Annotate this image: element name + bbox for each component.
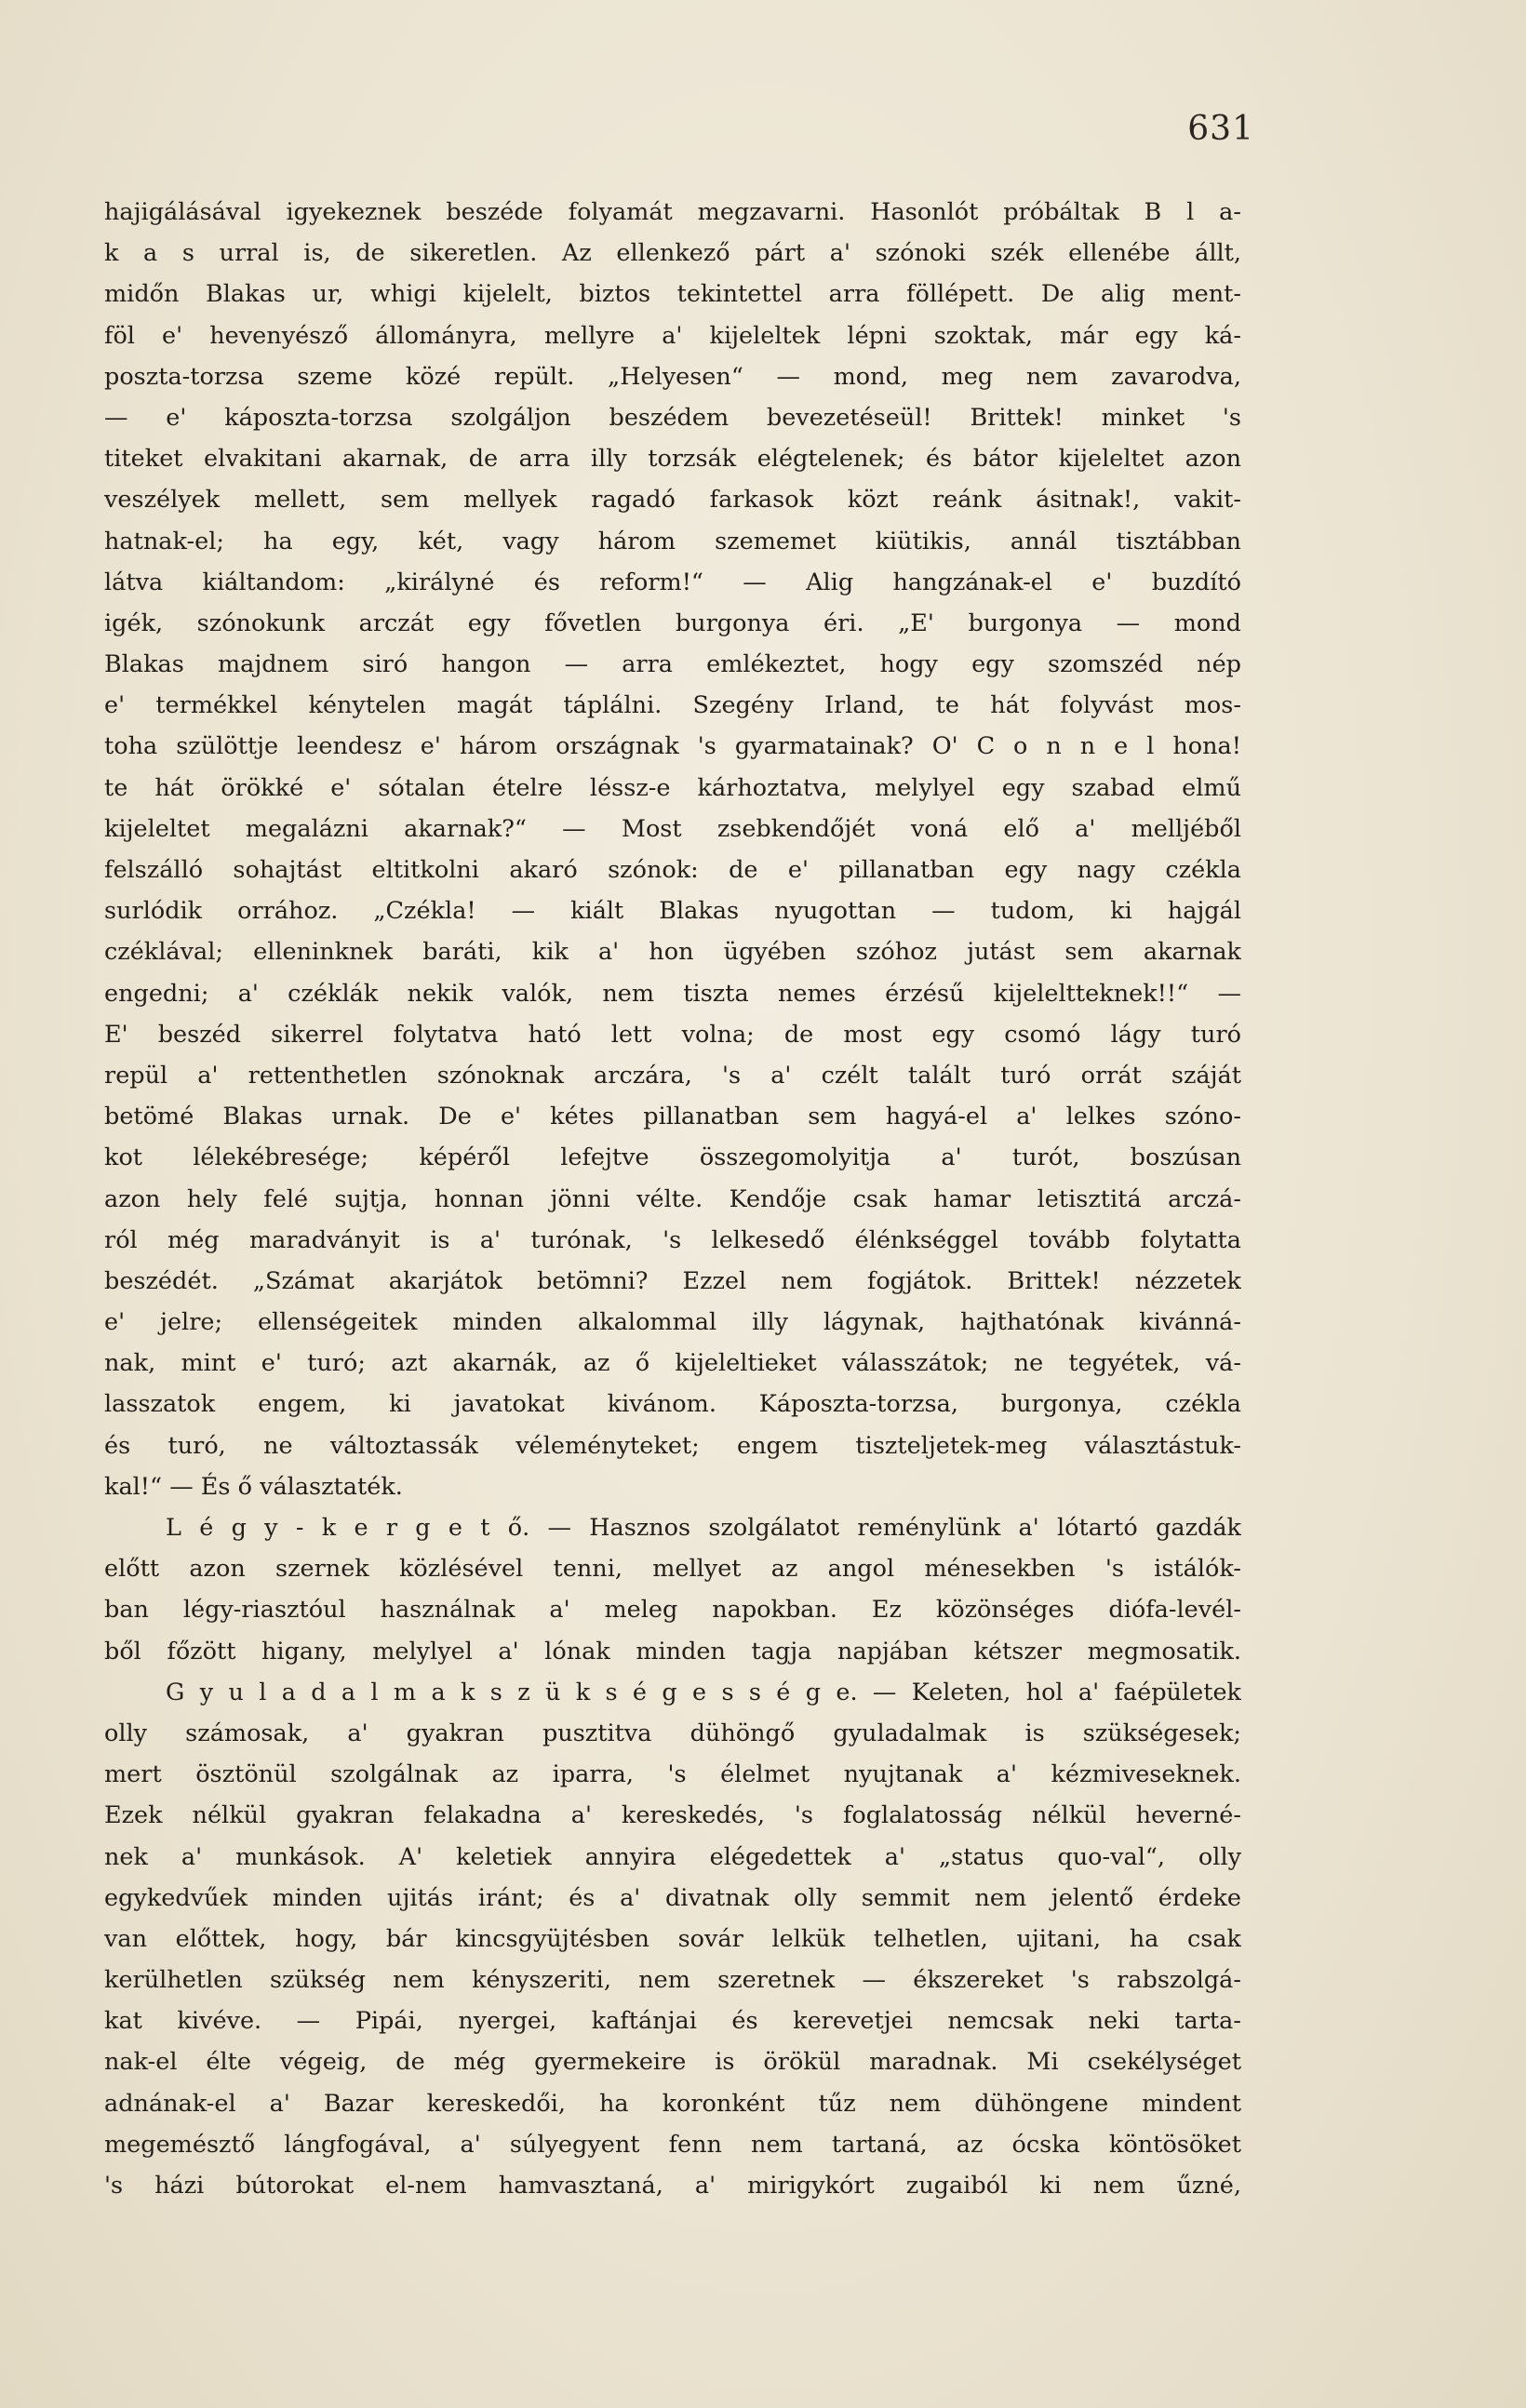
text-line: G y u l a d a l m a k s z ü k s é g e s s é g e. — Keleten, hol a' faépületek [166,1678,1241,1706]
text-line: van előttek, hogy, bár kincsgyüjtésben sovár lelkük telhetlen, ujitani, ha csak [104,1924,1241,1953]
text-line: hatnak-el; ha egy, két, vagy három szememet kiütikis, annál tisztábban [104,527,1241,555]
text-line: titeket elvakitani akarnak, de arra illy torzsák elégtelenek; és bátor kijeleltet azon [104,445,1241,474]
text-line: ből főzött higany, melylyel a' lónak minden tagja napjában kétszer megmosatik. [104,1637,1241,1666]
text-line: L é g y - k e r g e t ő. — Hasznos szolgálatot reménylünk a' lótartó gazdák [166,1514,1241,1542]
text-line: toha szülöttje leendesz e' három országnak 's gyarmatainak? O' C o n n e l hona! [104,732,1241,761]
text-line: surlódik orrához. „Czékla! — kiált Blakas nyugottan — tudom, ki hajgál [104,897,1241,926]
text-line: ban légy-riasztóul használnak a' meleg napokban. Ez közönséges diófa-levél- [104,1596,1241,1625]
text-line: e' termékkel kénytelen magát táplálni. Szegény Irland, te hát folyvást mos- [104,691,1241,720]
text-line: azon hely felé sujtja, honnan jönni vélte. Kendője csak hamar letisztitá arczá- [104,1184,1241,1213]
body-text [104,192,1241,2206]
text-line: kerülhetlen szükség nem kényszeriti, nem szeretnek — ékszereket 's rabszolgá- [104,1966,1241,1995]
text-line: E' beszéd sikerrel folytatva ható lett volna; de most egy csomó lágy turó [104,1020,1241,1049]
page-number: 631 [1187,110,1254,148]
text-line: k a s urral is, de sikeretlen. Az ellenkező párt a' szónoki szék ellenébe állt, [104,239,1241,268]
text-line: olly számosak, a' gyakran pusztitva dühöngő gyuladalmak is szükségesek; [104,1719,1241,1747]
text-line: igék, szónokunk arczát egy fővetlen burgonya éri. „E' burgonya — mond [104,609,1241,637]
text-line: kijeleltet megalázni akarnak?“ — Most zsebkendőjét voná elő a' melljéből [104,814,1241,843]
text-line: adnának-el a' Bazar kereskedői, ha koronként tűz nem dühöngene mindent [104,2089,1241,2118]
text-line: — e' káposzta-torzsa szolgáljon beszédem bevezetéseül! Brittek! minket 's [104,403,1241,432]
text-line: poszta-torzsa szeme közé repült. „Helyesen“ — mond, meg nem zavarodva, [104,362,1241,391]
text-line: felszálló sohajtást eltitkolni akaró szónok: de e' pillanatban egy nagy czékla [104,856,1241,884]
text-line: kat kivéve. — Pipái, nyergei, kaftánjai és kerevetjei nemcsak neki tarta- [104,2007,1241,2036]
text-line: látva kiáltandom: „királyné és reform!“ — Alig hangzának-el e' buzdító [104,568,1241,596]
text-line: veszélyek mellett, sem mellyek ragadó farkasok közt reánk ásitnak!, vakit- [104,486,1241,515]
text-line: czéklával; elleninknek baráti, kik a' hon ügyében szóhoz jutást sem akarnak [104,938,1241,967]
text-line: kot lélekébresége; képéről lefejtve összegomolyitja a' turót, boszúsan [104,1144,1241,1172]
text-line: nak, mint e' turó; azt akarnák, az ő kijeleltieket válasszátok; ne tegyétek, vá- [104,1349,1241,1378]
text-line: beszédét. „Számat akarjátok betömni? Ezzel nem fogjátok. Brittek! nézzetek [104,1266,1241,1295]
text-line: nek a' munkások. A' keletiek annyira elégedettek a' „status quo-val“, olly [104,1842,1241,1871]
text-line: 's házi bútorokat el-nem hamvasztaná, a' mirigykórt zugaiból ki nem űzné, [104,2172,1241,2200]
text-line: lasszatok engem, ki javatokat kivánom. Káposzta-torzsa, burgonya, czékla [104,1390,1241,1419]
text-line: betömé Blakas urnak. De e' kétes pillanatban sem hagyá-el a' lelkes szóno- [104,1103,1241,1131]
text-line: Ezek nélkül gyakran felakadna a' kereskedés, 's foglalatosság nélkül heverné- [104,1801,1241,1830]
text-line: megemésztő lángfogával, a' súlyegyent fenn nem tartaná, az ócska köntösöket [104,2130,1241,2159]
text-line: engedni; a' czéklák nekik valók, nem tiszta nemes érzésű kijeleltteknek!!“ — [104,979,1241,1008]
text-line: e' jelre; ellenségeitek minden alkalommal illy lágynak, hajthatónak kivánná- [104,1308,1241,1337]
text-line: nak-el élte végeig, de még gyermekeire is örökül maradnak. Mi csekélységet [104,2048,1241,2077]
text-line: ról még maradványit is a' turónak, 's lelkesedő élénkséggel tovább folytatta [104,1225,1241,1254]
text-line: kal!“ — És ő választaték. [104,1472,403,1501]
text-line: mert ösztönül szolgálnak az iparra, 's élelmet nyujtanak a' kézmiveseknek. [104,1760,1241,1789]
text-line: midőn Blakas ur, whigi kijelelt, biztos tekintettel arra föllépett. De alig ment- [104,280,1241,309]
text-line: egykedvűek minden ujitás iránt; és a' divatnak olly semmit nem jelentő érdeke [104,1883,1241,1912]
text-line: előtt azon szernek közlésével tenni, mellyet az angol ménesekben 's istálók- [104,1555,1241,1584]
text-line: te hát örökké e' sótalan ételre léssz-e kárhoztatva, melylyel egy szabad elmű [104,773,1241,802]
text-line: föl e' hevenyésző állományra, mellyre a' kijeleltek lépni szoktak, már egy ká- [104,321,1241,350]
text-line: és turó, ne változtassák véleményteket; engem tiszteljetek-meg választástuk- [104,1431,1241,1460]
text-line: repül a' rettenthetlen szónoknak arczára, 's a' czélt talált turó orrát száját [104,1061,1241,1090]
text-line: hajigálásával igyekeznek beszéde folyamát megzavarni. Hasonlót próbáltak B l a- [104,198,1241,226]
text-line: Blakas majdnem siró hangon — arra emlékeztet, hogy egy szomszéd nép [104,650,1241,679]
